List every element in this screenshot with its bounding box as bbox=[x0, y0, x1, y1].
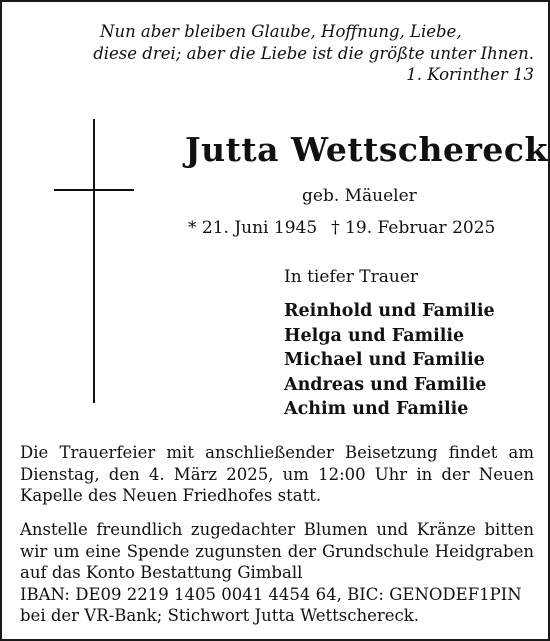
quote-line-1: Nun aber bleiben Glaube, Hoffnung, Liebe, bbox=[100, 22, 462, 41]
mourner-item: Michael und Familie bbox=[284, 350, 485, 370]
donation-line-4: IBAN: DE09 2219 1405 0041 4454 64, BIC: GENODEF1PIN bbox=[20, 584, 522, 604]
quote-line-2: diese drei; aber die Liebe ist die größte unter Ihnen. bbox=[93, 43, 534, 63]
life-dates bbox=[188, 217, 495, 239]
mourners-list bbox=[284, 299, 495, 422]
donation-line-5: bei der VR-Bank; Stichwort Jutta Wettschereck. bbox=[20, 606, 419, 625]
mourning-intro: In tiefer Trauer bbox=[284, 267, 419, 287]
birth-date: * 21. Juni 1945 bbox=[188, 218, 318, 238]
mourner-item: Helga und Familie bbox=[284, 325, 465, 346]
donation-info bbox=[20, 519, 534, 627]
mourner-item: Achim und Familie bbox=[284, 399, 469, 419]
maiden-name: geb. Mäueler bbox=[302, 186, 417, 206]
funeral-info: Die Trauerfeier mit anschließender Beisetzung findet am Dienstag, den 4. März 2025, um 12:00 Uhr in der Neuen Kapelle des Neuen Friedhofes statt. bbox=[20, 443, 534, 505]
quote-source: 1. Korinther 13 bbox=[406, 65, 534, 84]
death-date: † 19. Februar 2025 bbox=[331, 218, 496, 238]
mourner-item: Andreas und Familie bbox=[284, 374, 487, 395]
deceased-name: Jutta Wettschereck bbox=[185, 130, 548, 169]
mourner-item: Reinhold und Familie bbox=[284, 301, 495, 321]
cross-icon bbox=[54, 119, 134, 403]
bible-quote bbox=[64, 21, 534, 86]
donation-line-3: auf das Konto Bestattung Gimball bbox=[20, 563, 303, 582]
donation-line-1: Anstelle freundlich zugedachter Blumen und Kränze bitten bbox=[20, 520, 534, 539]
donation-line-2: wir um eine Spende zugunsten der Grundschule Heidgraben bbox=[20, 541, 534, 561]
